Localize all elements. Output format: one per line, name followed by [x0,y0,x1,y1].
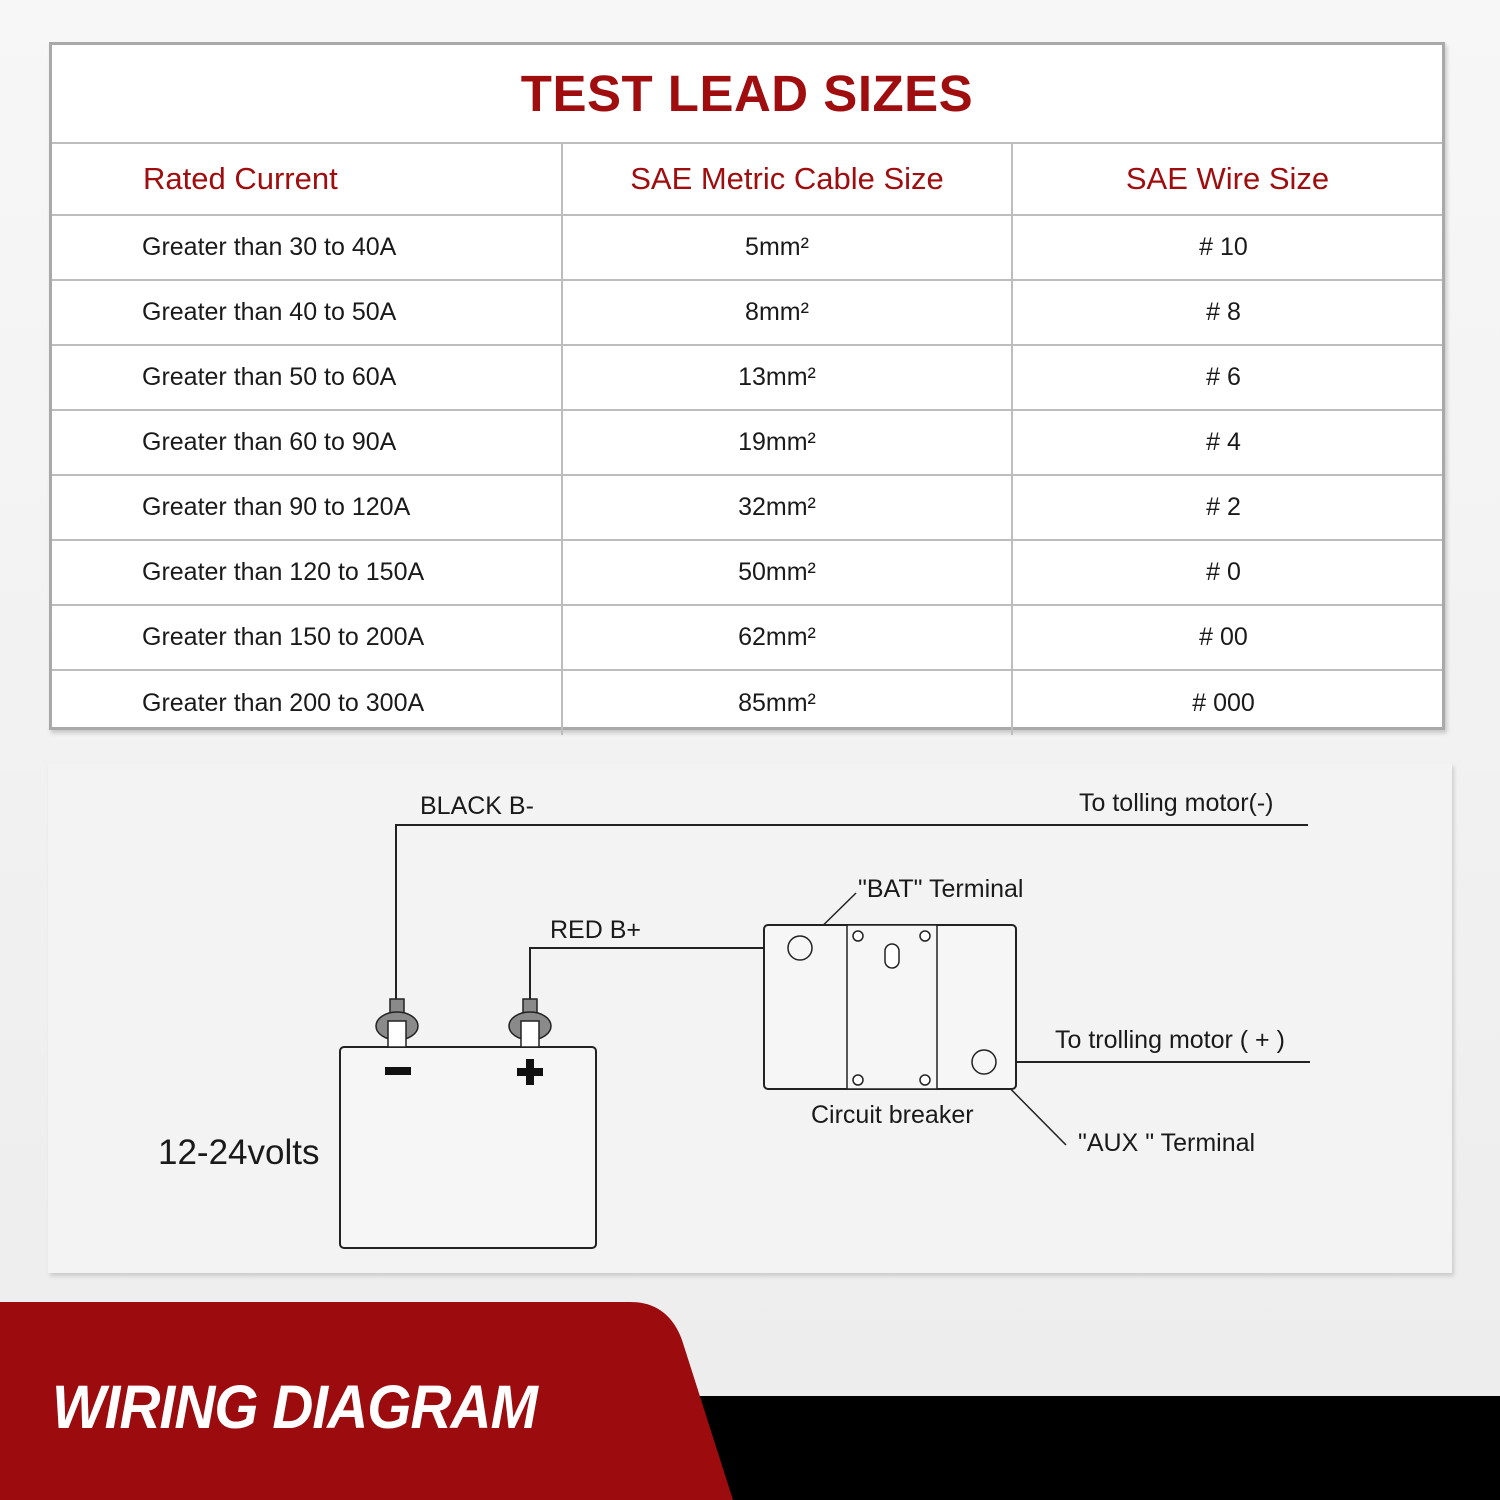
battery-voltage-label: 12-24volts [158,1133,320,1172]
header-wire-size: SAE Wire Size [1012,144,1442,215]
aux-terminal-label: "AUX " Terminal [1078,1129,1256,1157]
red-positive-wire [530,948,800,1000]
cell-wire-size: # 10 [1012,215,1442,280]
table-row [52,410,1442,475]
cell-metric-size: 62mm² [562,605,1012,670]
motor-positive-label: To trolling motor ( + ) [1055,1026,1285,1054]
footer-banner [0,1300,1500,1500]
cell-rated-current: Greater than 40 to 50A [52,280,562,345]
cell-rated-current: Greater than 60 to 90A [52,410,562,475]
header-metric-cable-size: SAE Metric Cable Size [562,144,1012,215]
cell-rated-current: Greater than 50 to 60A [52,345,562,410]
battery-body [340,1047,596,1248]
header-rated-current: Rated Current [52,144,562,215]
cell-metric-size: 32mm² [562,475,1012,540]
aux-terminal-icon [972,1050,996,1074]
cell-wire-size: # 000 [1192,688,1255,717]
cell-metric-size: 5mm² [562,215,1012,280]
table-row [52,345,1442,410]
table-row [52,605,1442,670]
cell-metric-size: 85mm² [562,670,1012,735]
footer-title: WIRING DIAGRAM [52,1373,537,1441]
cell-rated-current: Greater than 150 to 200A [52,605,562,670]
breaker-label: Circuit breaker [811,1101,974,1129]
cell-wire-size: # 00 [1012,605,1442,670]
cell-rated-current: Greater than 90 to 120A [52,475,562,540]
table-row [52,540,1442,605]
table-row [52,670,1442,735]
positive-post-icon [509,999,551,1047]
cell-metric-size: 50mm² [562,540,1012,605]
black-wire-label: BLACK B- [420,792,534,820]
table-row [52,215,1442,280]
table-title: TEST LEAD SIZES [52,45,1442,144]
footer-black-band [690,1396,1500,1500]
cell-rated-current: Greater than 200 to 300A [52,670,562,735]
cell-wire-size: # 6 [1012,345,1442,410]
test-lead-table [52,144,1442,735]
cell-rated-current: Greater than 30 to 40A [52,215,562,280]
cell-metric-size: 19mm² [562,410,1012,475]
table-row [52,475,1442,540]
cell-wire-size: # 4 [1012,410,1442,475]
negative-post-icon [376,999,418,1047]
cell-metric-size: 13mm² [562,345,1012,410]
cell-wire-size: # 2 [1012,475,1442,540]
minus-sign-icon [385,1067,411,1075]
motor-negative-label: To tolling motor(-) [1079,789,1274,817]
cell-wire-size: # 8 [1012,280,1442,345]
wiring-diagram-drawing [48,763,1452,1273]
bat-terminal-label: "BAT" Terminal [858,875,1024,903]
table-header-row [52,144,1442,215]
table-row [52,280,1442,345]
wiring-diagram-panel [48,763,1452,1273]
cell-rated-current: Greater than 120 to 150A [52,540,562,605]
test-lead-table-card [49,42,1445,730]
red-wire-label: RED B+ [550,916,642,944]
cell-wire-size: # 0 [1012,540,1442,605]
cell-metric-size: 8mm² [562,280,1012,345]
bat-terminal-icon [788,936,812,960]
